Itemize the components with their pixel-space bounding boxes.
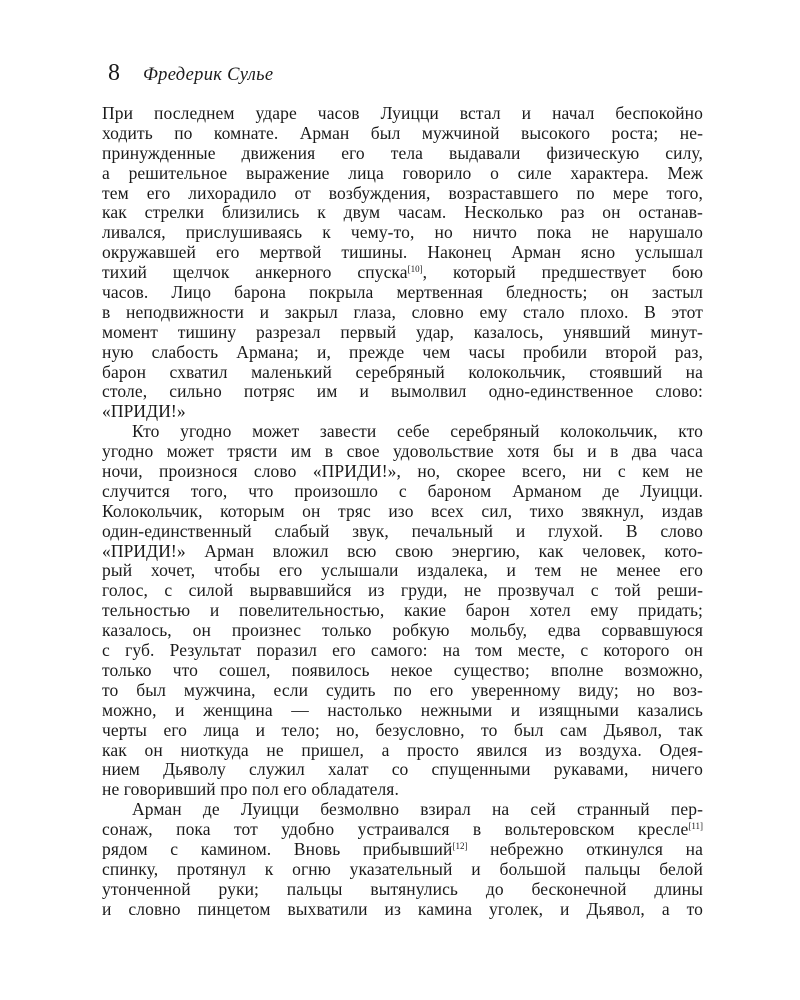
text-line: с губ. Результат поразил его самого: на том месте, с которого он [102, 640, 703, 661]
text-line: казалось, он произнес только робкую мольбу, едва сорвавшуюся [102, 620, 703, 641]
footnote-ref: [11] [688, 821, 703, 832]
text-line: один-единственный слабый звук, печальный и глухой. В слово [102, 520, 703, 541]
text-line: часов. Лицо барона покрыла мертвенная бледность; он застыл [102, 282, 703, 303]
text-line: «ПРИДИ!» [102, 401, 186, 422]
text-line: барон схватил маленький серебряный колокольчик, стоявший на [102, 361, 703, 382]
text-line: столе, сильно потряс им и вымолвил одно-единственное слово: [102, 381, 703, 402]
text-line: как он ниоткуда не пришел, а просто явился из воздуха. Одея- [102, 739, 703, 760]
text-line: спинку, протянул к огню указательный и большой пальцы белой [102, 858, 703, 879]
text-line: тихий щелчок анкерного спуска[10], который предшествует бою [102, 262, 703, 283]
text-line: окружавшей его мертвой тишины. Наконец Арман ясно услышал [102, 242, 703, 263]
text-line: нием Дьяволу служил халат со спущенными рукавами, ничего [102, 759, 703, 780]
text-line: черты его лица и тело; но, безусловно, то был сам Дьявол, так [102, 719, 703, 740]
text-line: ную слабость Армана; и, прежде чем часы пробили второй раз, [102, 341, 703, 362]
text-line: тем его лихорадило от возбуждения, возраставшего по мере того, [102, 182, 703, 203]
text-line: можно, и женщина — настолько нежными и изящными казались [102, 699, 703, 720]
footnote-ref: [12] [452, 840, 468, 851]
text-line: случится того, что произошло с бароном Арманом де Луицци. [102, 480, 703, 501]
text-line: голос, с силой вырвавшийся из груди, не прозвучал с той реши- [102, 580, 703, 601]
text-line: ходить по комнате. Арман был мужчиной высокого роста; не- [102, 122, 703, 143]
text-line: рый хочет, чтобы его услышали издалека, и тем не менее его [102, 560, 703, 581]
text-line: «ПРИДИ!» Арман вложил всю свою энергию, как человек, кото- [102, 540, 703, 561]
text-line: ночи, произнося слово «ПРИДИ!», но, скорее всего, ни с кем не [102, 461, 703, 482]
text-line: и словно пинцетом выхватили из камина уголек, и Дьявол, а то [102, 898, 703, 919]
text-line: угодно может трясти им в свое удовольствие хотя бы и в два часа [102, 441, 703, 462]
text-line: а решительное выражение лица говорило о силе характера. Меж [102, 162, 703, 183]
text-line: рядом с камином. Вновь прибывший[12] небрежно откинулся на [102, 838, 704, 859]
text-line: сонаж, пока тот удобно устраивался в вольтеровском кресле[11] [102, 819, 703, 840]
text-line: момент тишину разрезал первый удар, казалось, унявший минут- [102, 321, 703, 342]
page-header [108, 60, 273, 87]
text-line: тельностью и повелительностью, какие барон хотел ему придать; [102, 600, 703, 621]
text-line: как стрелки близились к двум часам. Несколько раз он останав- [102, 202, 703, 223]
text-line: в неподвижности и закрыл глаза, словно ему стало плохо. В этот [102, 301, 703, 322]
text-line: Колокольчик, которым он тряс изо всех сил, тихо звякнул, издав [102, 500, 703, 521]
text-line: утонченной руки; пальцы вытянулись до бесконечной длины [102, 878, 703, 899]
text-line: не говоривший про пол его обладателя. [102, 779, 399, 800]
text-line: При последнем ударе часов Луицци встал и начал беспокойно [102, 103, 703, 123]
text-line: то был мужчина, если судить по его уверенному виду; но воз- [102, 679, 703, 700]
text-line: Кто угодно может завести себе серебряный колокольчик, кто [132, 421, 703, 442]
text-line: Арман де Луицци безмолвно взирал на сей странный пер- [132, 799, 703, 820]
text-line: только что сошел, появилось некое существо; вполне возможно, [102, 659, 703, 680]
footnote-ref: [10] [407, 264, 423, 275]
text-line: ливался, прислушиваясь к чему-то, но ничто пока не нарушало [102, 222, 703, 243]
body-text [102, 104, 703, 920]
page-number: 8 [108, 60, 120, 86]
text-line: принужденные движения его тела выдавали физическую силу, [102, 142, 703, 163]
running-title-author: Фредерик Сулье [143, 65, 274, 85]
